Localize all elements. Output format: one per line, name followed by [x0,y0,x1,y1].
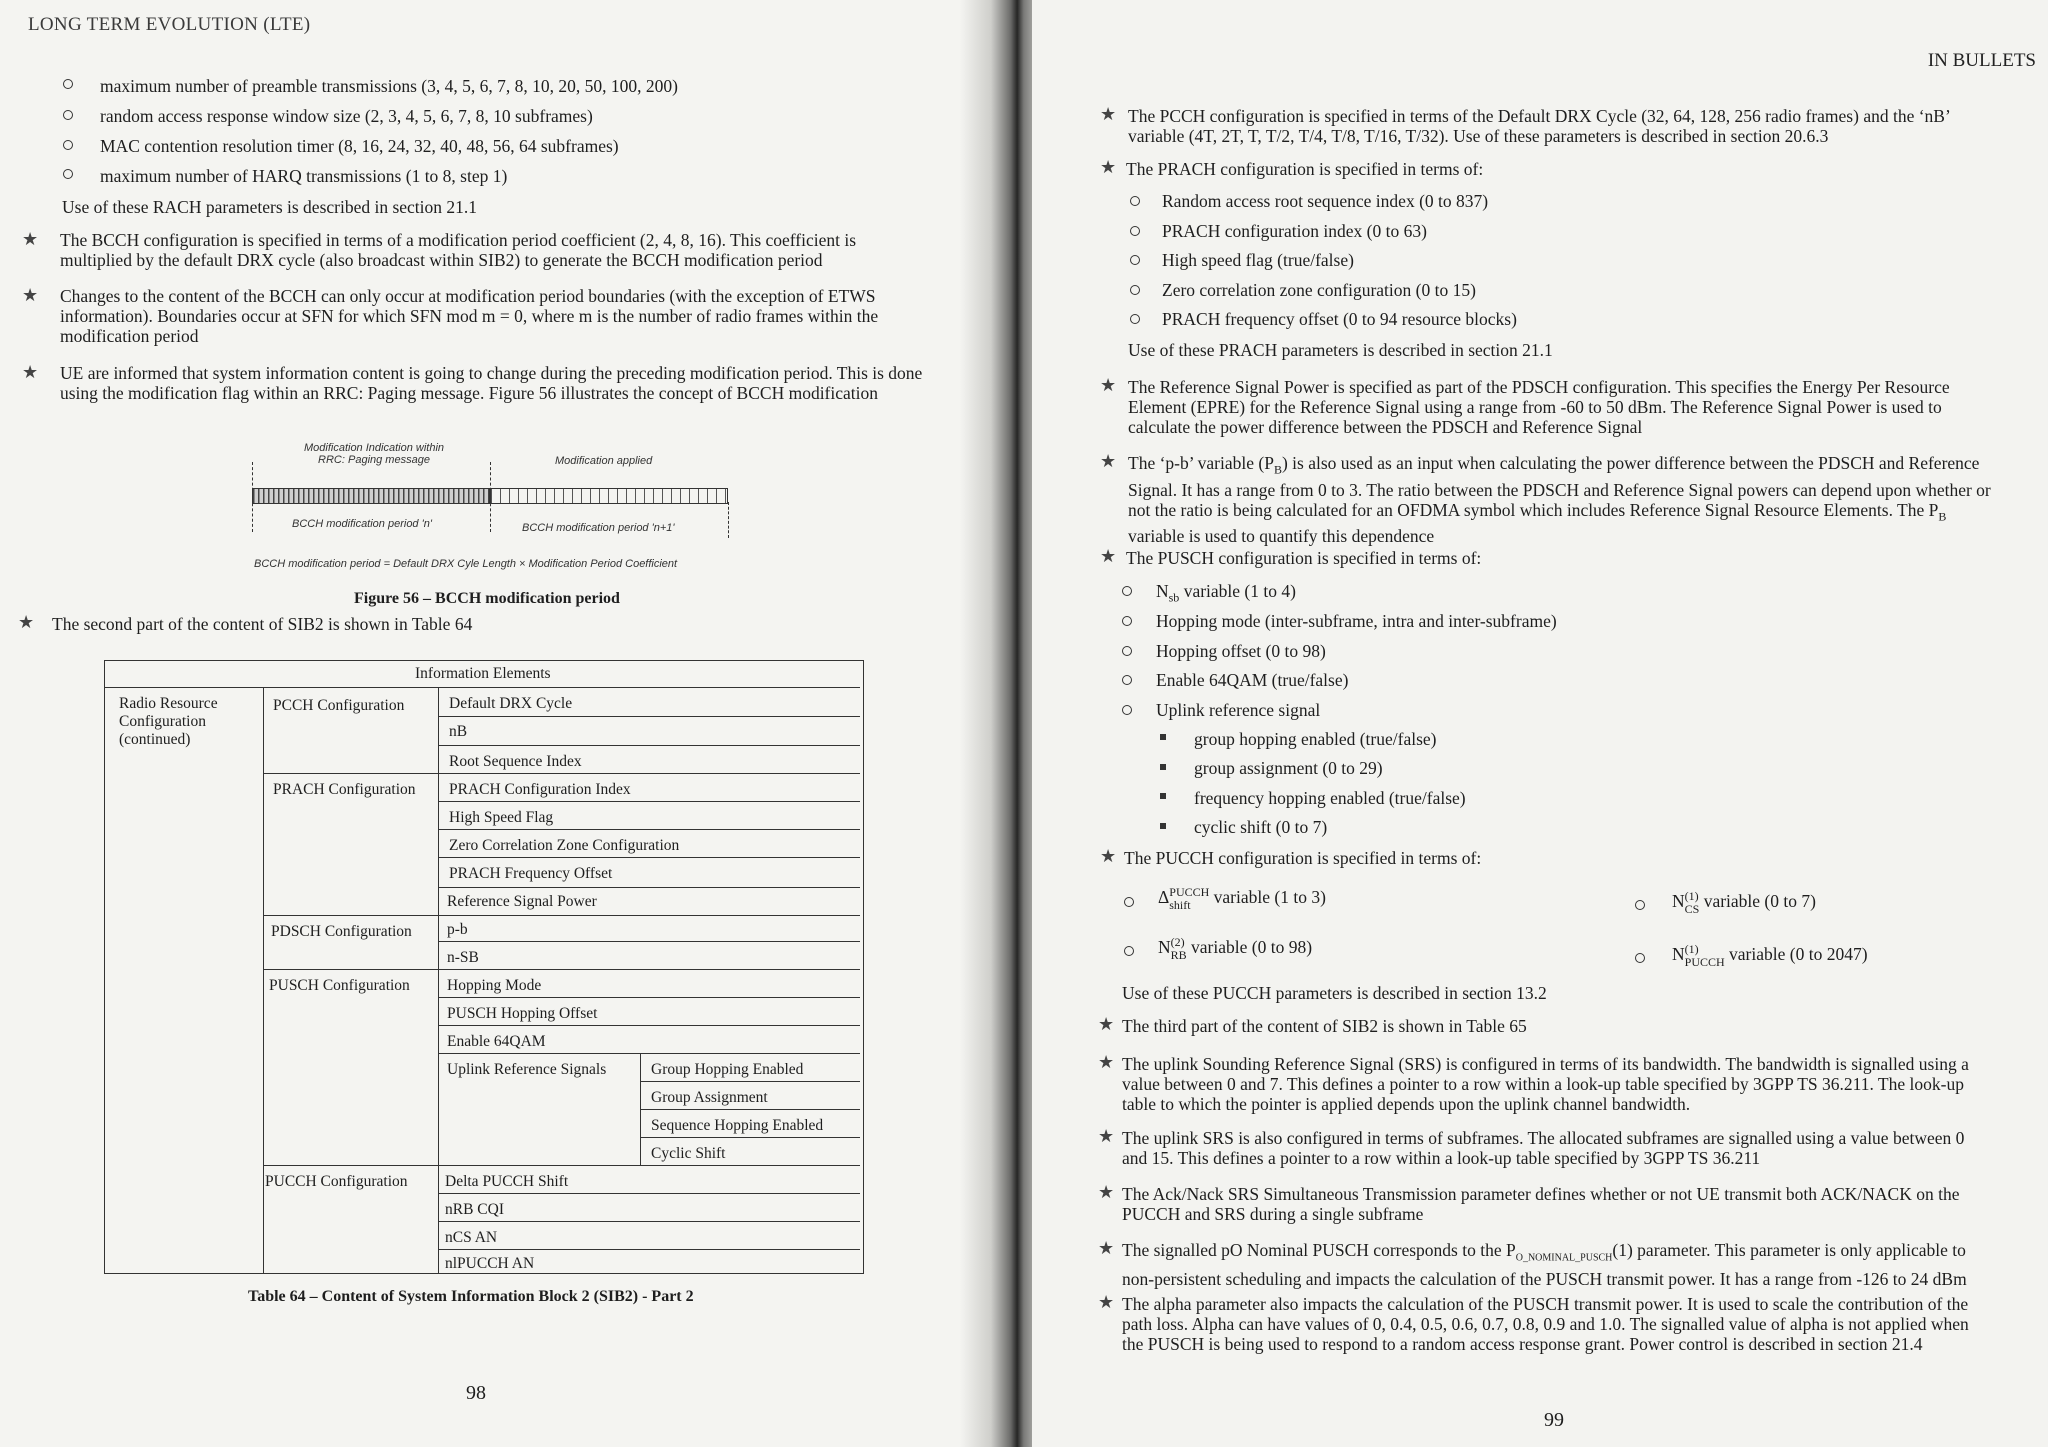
table-header: Information Elements [415,665,551,682]
table-subcell: Sequence Hopping Enabled [651,1117,824,1134]
table-cell: Delta PUCCH Shift [445,1173,569,1190]
table-cell: Default DRX Cycle [449,695,573,712]
text-line: table to which the pointer is applied depends upon the uplink channel bandwidth. [1122,1094,1691,1114]
list-bullet-icon [1122,705,1132,715]
prach-intro: The PRACH configuration is specified in terms of: [1126,159,1484,179]
text-line: not the ratio is being calculated for an OFDMA symbol which includes Reference Signal Resource Elements. The $P_B$ [1128,499,1947,523]
page-number-right: 99 [1544,1409,1564,1431]
star-bullet-icon: ★ [1098,1182,1115,1202]
text-line: (continued) [119,731,191,748]
list-item: Hopping mode (inter-subframe, intra and inter-subframe) [1156,611,1557,631]
list-bullet-icon [1124,897,1134,907]
table-group: PUCCH Configuration [265,1173,408,1190]
prach-note: Use of these PRACH parameters is described in section 21.1 [1128,340,1553,360]
text-line: path loss. Alpha can have values of 0, 0.4, 0.5, 0.6, 0.7, 0.8, 0.9 and 1.0. The signalled value of alpha is not applied when [1122,1314,1969,1334]
text-line: Modification Indication within [303,442,445,454]
list-bullet-icon [1635,900,1645,910]
table-cell: n-SB [447,949,479,966]
list-item: Enable 64QAM (true/false) [1156,670,1349,690]
table-subcell: Group Assignment [651,1089,768,1106]
text-line: multiplied by the default DRX cycle (also broadcast within SIB2) to generate the BCCH modification period [60,250,823,270]
table-cell: PRACH Configuration Index [449,781,631,798]
list-bullet-icon [63,140,73,150]
figure-caption: Figure 56 – BCCH modification period [354,590,620,607]
table-cell: Reference Signal Power [447,893,597,910]
list-item: N (2) RB variable (0 to 98) [1158,935,1313,962]
text-line: The alpha parameter also impacts the calculation of the PUSCH transmit power. It is used to scale the contribution of the [1122,1294,1969,1314]
table-cell: nlPUCCH AN [445,1255,535,1272]
list-item: $N_{sb}$ variable (1 to 4) [1156,581,1296,605]
table-caption: Table 64 – Content of System Information Block 2 (SIB2) - Part 2 [248,1288,694,1305]
text-line: modification period [60,326,199,346]
text-line: UE are informed that system information content is going to change during the preceding modification period. This is done [60,363,923,383]
list-item: random access response window size (2, 3, 4, 5, 6, 7, 8, 10 subframes) [100,106,593,126]
star-bullet-icon: ★ [1098,1292,1115,1312]
list-bullet-icon [1160,793,1166,799]
table-cell: nB [449,723,468,740]
text-line: The Reference Signal Power is specified as part of the PDSCH configuration. This specifies the Energy Per Resource [1128,377,1950,397]
list-bullet-icon [1160,764,1166,770]
table-cell: Root Sequence Index [449,753,582,770]
table-group: PDSCH Configuration [271,923,412,940]
star-bullet-icon: ★ [1100,846,1117,866]
table-cell: p-b [447,921,468,938]
list-bullet-icon [1160,823,1166,829]
third-part-paragraph: The third part of the content of SIB2 is shown in Table 65 [1122,1016,1527,1036]
star-bullet-icon: ★ [18,612,35,632]
text-line: value between 0 and 7. This defines a pointer to a row within a look-up table specified by 3GPP TS 36.211. The look-up [1122,1074,1964,1094]
list-bullet-icon [63,169,73,179]
text-line: variable is used to quantify this dependence [1128,526,1435,546]
table-row-header [119,695,218,749]
text-line: RRC: Paging message [318,454,430,466]
list-bullet-icon [1122,675,1132,685]
figure-label-applied: Modification applied [555,455,653,467]
list-item: Zero correlation zone configuration (0 to 15) [1162,280,1476,300]
table-cell: Zero Correlation Zone Configuration [449,837,680,854]
list-bullet-icon [1130,196,1140,206]
star-bullet-icon: ★ [1100,375,1117,395]
list-item: frequency hopping enabled (true/false) [1194,788,1466,808]
star-bullet-icon: ★ [1098,1238,1115,1258]
table-cell: nRB CQI [445,1201,504,1218]
pusch-intro: The PUSCH configuration is specified in terms of: [1126,548,1482,568]
figure-formula: BCCH modification period = Default DRX Cyle Length × Modification Period Coefficient [254,558,678,570]
text-line: The PCCH configuration is specified in terms of the Default DRX Cycle (32, 64, 128, 256 radio frames) and the ‘nB’ [1128,106,1951,126]
table-cell: Enable 64QAM [447,1033,546,1050]
text-line: The ‘p-b’ variable $(P_B)$ is also used as an input when calculating the power difference between the PDSCH and Reference [1128,453,1980,477]
right-page [1032,0,2048,1447]
star-bullet-icon: ★ [22,229,39,249]
list-bullet-icon [1160,734,1166,740]
text-line: The Ack/Nack SRS Simultaneous Transmission parameter defines whether or not UE transmit both ACK/NACK on the [1122,1184,1960,1204]
text-line: Element (EPRE) for the Reference Signal using a range from -60 to 50 dBm. The Reference Signal Power is used to [1128,397,1942,417]
bcch-paragraph-2 [60,286,878,346]
table-group: PUSCH Configuration [269,977,410,994]
list-item: Random access root sequence index (0 to 837) [1162,191,1489,211]
list-item: PRACH configuration index (0 to 63) [1162,221,1427,241]
star-bullet-icon: ★ [1098,1126,1115,1146]
figure-period-n-bar [252,488,490,504]
star-bullet-icon: ★ [22,362,39,382]
list-bullet-icon [1635,953,1645,963]
star-bullet-icon: ★ [1098,1014,1115,1034]
table-intro: The second part of the content of SIB2 is shown in Table 64 [52,614,473,634]
figure-period-n1-bar [490,488,728,504]
table-group: PCCH Configuration [273,697,405,714]
list-bullet-icon [1122,646,1132,656]
text-line: The signalled pO Nominal PUSCH corresponds to the $P_{O\_NOMINAL\_PUSCH}(1)$ parameter. This parameter is only applicable to [1122,1240,1966,1264]
table-sib2-part2 [104,660,864,1274]
rach-note: Use of these RACH parameters is described in section 21.1 [62,197,478,217]
list-bullet-icon [1130,285,1140,295]
bcch-paragraph-1 [60,230,856,270]
list-item: N (1) PUCCH variable (0 to 2047) [1672,942,1868,969]
text-line: The BCCH configuration is specified in terms of a modification period coefficient (2, 4, 8, 16). This coefficient is [60,230,857,250]
list-bullet-icon [1130,226,1140,236]
reference-signal-paragraph [1128,377,1950,437]
list-item: group assignment (0 to 29) [1194,758,1383,778]
text-line: non-persistent scheduling and impacts the calculation of the PUSCH transmit power. It has a range from -126 to 24 dBm [1122,1268,1967,1289]
text-line: Signal. It has a range from 0 to 3. The ratio between the PDSCH and Reference Signal powers can depend upon whether or [1128,479,1991,500]
text-line: and 15. This defines a pointer to a row within a look-up table specified by 3GPP TS 36.211 [1122,1148,1761,1168]
star-bullet-icon: ★ [1100,104,1117,124]
list-item: High speed flag (true/false) [1162,250,1354,270]
list-item: MAC contention resolution timer (8, 16, 24, 32, 40, 48, 56, 64 subframes) [100,136,619,156]
figure-label-period-n: BCCH modification period 'n' [292,518,432,530]
list-bullet-icon [1130,255,1140,265]
text-line: the PUSCH is being used to respond to a random access response grant. Power control is described in section 21.4 [1122,1334,1923,1354]
list-item: Hopping offset (0 to 98) [1156,641,1326,661]
table-cell: Hopping Mode [447,977,542,994]
text-line: Configuration [119,713,206,730]
list-item: maximum number of preamble transmissions (3, 4, 5, 6, 7, 8, 10, 20, 50, 100, 200) [100,76,678,96]
text-line: variable (4T, 2T, T, T/2, T/4, T/8, T/16, T/32). Use of these parameters is described in section 20.6.3 [1128,126,1829,146]
table-cell: High Speed Flag [449,809,554,826]
text-line: calculate the power difference between the PDSCH and Reference Signal [1128,417,1643,437]
table-group: PRACH Configuration [273,781,416,798]
list-item: PRACH frequency offset (0 to 94 resource blocks) [1162,309,1517,329]
list-item: N (1) CS variable (0 to 7) [1672,889,1816,916]
list-bullet-icon [63,79,73,89]
list-bullet-icon [63,110,73,120]
list-bullet-icon [1124,946,1134,956]
srs-bandwidth-paragraph [1122,1054,1969,1114]
figure-bcch-modification-period [250,440,750,580]
text-line: information). Boundaries occur at SFN for which SFN mod m = 0, where m is the number of radio frames within the [60,306,879,326]
list-item: Δ PUCCH shift variable (1 to 3) [1158,885,1326,912]
pb-paragraph [1128,453,1991,546]
star-bullet-icon: ★ [1100,451,1117,471]
star-bullet-icon: ★ [1100,546,1117,566]
text-line: The uplink Sounding Reference Signal (SRS) is configured in terms of its bandwidth. The bandwidth is signalled using a [1122,1054,1969,1074]
table-subcell: Group Hopping Enabled [651,1061,804,1078]
table-cell: PUSCH Hopping Offset [447,1005,598,1022]
pcch-paragraph [1128,106,1951,146]
running-header-right: IN BULLETS [1927,50,2036,71]
table-cell: PRACH Frequency Offset [449,865,613,882]
pucch-intro: The PUCCH configuration is specified in terms of: [1124,848,1482,868]
table-subcell: Cyclic Shift [651,1145,726,1162]
list-item: Uplink reference signal [1156,700,1321,720]
alpha-paragraph [1122,1294,1969,1354]
list-bullet-icon [1122,586,1132,596]
list-item: maximum number of HARQ transmissions (1 to 8, step 1) [100,166,508,186]
table-cell: nCS AN [445,1229,498,1246]
running-header-left: LONG TERM EVOLUTION (LTE) [28,14,311,35]
list-bullet-icon [1122,616,1132,626]
figure-boundary [728,502,729,538]
list-item: cyclic shift (0 to 7) [1194,817,1328,837]
text-line: Radio Resource [119,695,218,712]
po-nominal-paragraph [1122,1240,1967,1289]
bcch-paragraph-3 [60,363,922,403]
list-bullet-icon [1130,314,1140,324]
star-bullet-icon: ★ [22,285,39,305]
acknack-paragraph [1122,1184,1959,1224]
srs-subframes-paragraph [1122,1128,1964,1168]
star-bullet-icon: ★ [1100,157,1117,177]
left-page [0,0,992,1447]
figure-label-indication [294,442,454,466]
text-line: using the modification flag within an RRC: Paging message. Figure 56 illustrates the concept of BCCH modification [60,383,879,403]
figure-label-period-n1: BCCH modification period 'n+1' [522,522,675,534]
text-line: The uplink SRS is also configured in terms of subframes. The allocated subframes are signalled using a value between 0 [1122,1128,1965,1148]
text-line: Changes to the content of the BCCH can only occur at modification period boundaries (with the exception of ETWS [60,286,876,306]
text-line: PUCCH and SRS during a single subframe [1122,1204,1424,1224]
table-cell: Uplink Reference Signals [447,1061,607,1078]
star-bullet-icon: ★ [1098,1052,1115,1072]
pucch-note: Use of these PUCCH parameters is described in section 13.2 [1122,983,1547,1003]
page-number-left: 98 [466,1382,486,1404]
list-item: group hopping enabled (true/false) [1194,729,1437,749]
